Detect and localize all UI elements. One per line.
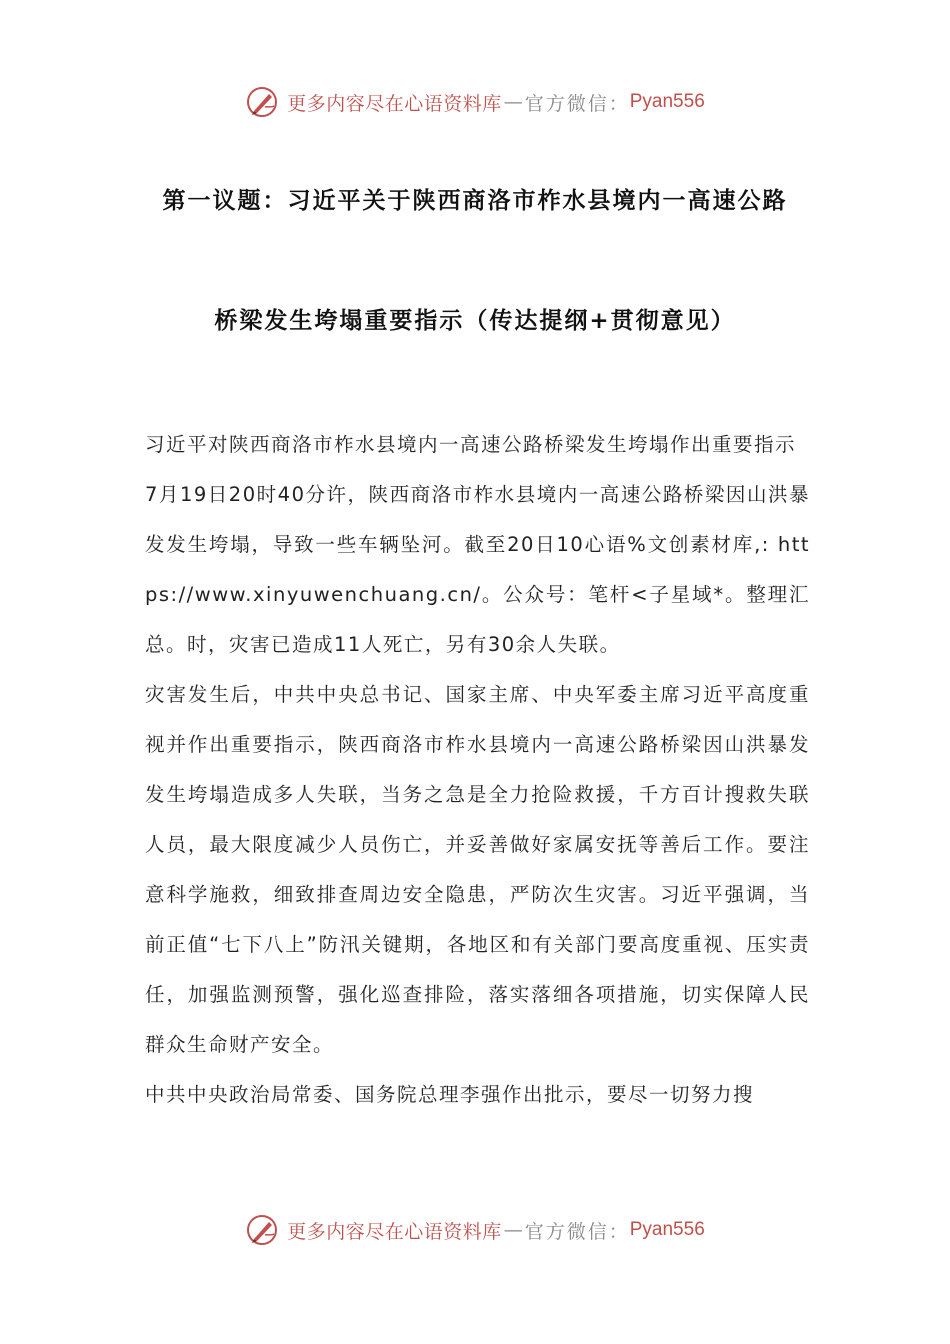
paragraph: 7月19日20时40分许，陕西商洛市柞水县境内一高速公路桥梁因山洪暴发发生垮塌，导致一些车辆坠河。截至20日10心语%文创素材库,: https://www.xinyuwenchuang.cn/。公众号：笔杆<子星域*。整理汇总。时，灾害已造成11人死亡，另有30余人失联。 [145,483,810,656]
paragraph: 习近平对陕西商洛市柞水县境内一高速公路桥梁发生垮塌作出重要指示 [145,433,797,456]
banner-separator: — [503,91,523,113]
pen-logo-icon [245,1213,279,1247]
document-title-line-1: 第一议题：习近平关于陕西商洛市柞水县境内一高速公路 [162,188,788,214]
paragraph: 灾害发生后，中共中央总书记、国家主席、中央军委主席习近平高度重视并作出重要指示，陕西商洛市柞水县境内一高速公路桥梁因山洪暴发发生垮塌造成多人失联，当务之急是全力抢险救援，千方百计搜救失联人员，最大限度减少人员伤亡，并妥善做好家属安抚等善后工作。要注意科学施救，细致排查周边安全隐患，严防次生灾害。习近平强调，当前正值“七下八上”防汛关键期，各地区和有关部门要高度重视、压实责任，加强监测预警，强化巡查排险，落实落细各项措施，切实保障人民群众生命财产安全。 [145,683,810,1056]
document-title-line-2: 桥梁发生垮塌重要指示（传达提纲+贯彻意见） [214,308,736,334]
paragraph: 中共中央政治局常委、国务院总理李强作出批示，要尽一切努力搜 [145,1083,755,1106]
banner-text: 更多内容尽在心语资料库 [287,1220,502,1243]
pen-logo-icon [245,85,279,119]
banner-wechat-label: 官方微信： [524,1220,630,1243]
banner-text: 更多内容尽在心语资料库 [287,92,502,115]
banner-wechat-label: 官方微信： [524,92,630,115]
footer-banner [0,1208,950,1252]
document-body [145,420,810,1120]
banner-separator: — [503,1219,523,1241]
header-banner [0,80,950,124]
banner-wechat-id: Pyan556 [629,91,705,112]
banner-wechat-id: Pyan556 [629,1219,705,1240]
